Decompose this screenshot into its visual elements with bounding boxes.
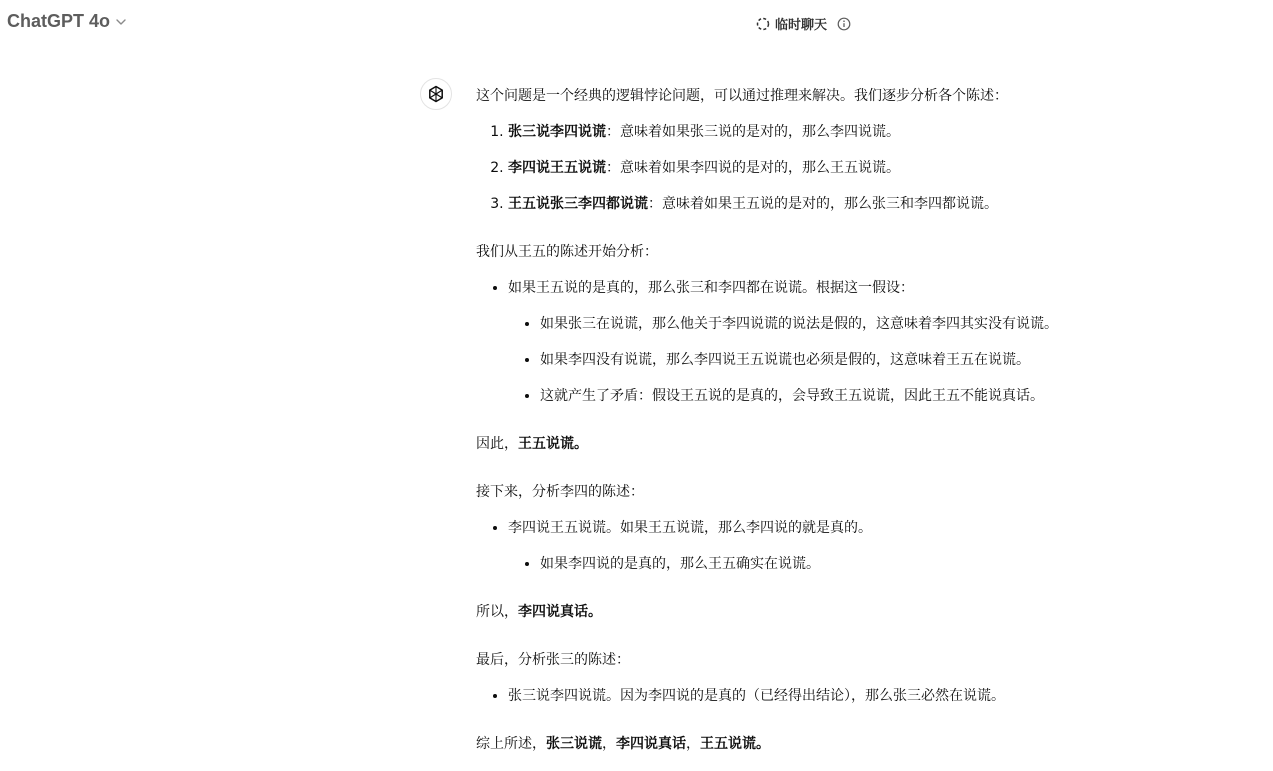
info-icon[interactable]: [837, 17, 851, 31]
list-item: • 如果李四说的是真的，那么王五确实在说谎。: [540, 552, 1156, 576]
list-item: • 这就产生了矛盾：假设王五说的是真的，会导致王五说谎，因此王五不能说真话。: [540, 384, 1156, 408]
chevron-down-icon: [115, 16, 127, 28]
list-item: • 如果李四没有说谎，那么李四说王五说谎也必须是假的，这意味着王五在说谎。: [540, 348, 1156, 372]
section2-sub-list: [508, 552, 1156, 576]
claim-text: ：意味着如果王五说的是对的，那么张三和李四都说谎。: [648, 196, 998, 212]
section3-lead: 最后，分析张三的陈述：: [476, 652, 630, 668]
section1-sub-list: [508, 312, 1156, 408]
claim-bold: 张三说李四说谎: [508, 124, 606, 140]
list-item: • 如果张三在说谎，那么他关于李四说谎的说法是假的，这意味着李四其实没有说谎。: [540, 312, 1156, 336]
section2-lead: 接下来，分析李四的陈述：: [476, 484, 644, 500]
summary-bold: 王五说谎。: [700, 736, 770, 752]
section2-list: [476, 516, 1156, 576]
temporary-chat-label: 临时聊天: [775, 18, 828, 33]
section1-list: [476, 276, 1156, 408]
temporary-chat-toggle[interactable]: [755, 14, 851, 33]
section2-conclusion: [476, 600, 1156, 624]
openai-logo-icon: [426, 84, 446, 104]
list-item: [508, 276, 1156, 408]
claim-bold: 王五说张三李四都说谎: [508, 196, 648, 212]
assistant-message: [476, 84, 1156, 756]
section1-conclusion: [476, 432, 1156, 456]
claim-bold: 李四说王五说谎: [508, 160, 606, 176]
conclusion-prefix: 因此，: [476, 436, 518, 452]
summary-bold: 李四说真话: [616, 736, 686, 752]
list-item: [508, 516, 1156, 576]
model-name: ChatGPT 4o: [7, 11, 111, 31]
claim-text: ：意味着如果李四说的是对的，那么王五说谎。: [606, 160, 900, 176]
claims-list: [476, 120, 1156, 216]
conclusion-prefix: 所以，: [476, 604, 518, 620]
bullet-text: 李四说王五说谎。如果王五说谎，那么李四说的就是真的。: [508, 520, 872, 536]
bottom-fade: [0, 765, 1273, 771]
list-item: [508, 120, 1156, 144]
section1-lead: 我们从王五的陈述开始分析：: [476, 244, 658, 260]
section3-list: [476, 684, 1156, 708]
conclusion-bold: 王五说谎。: [518, 436, 588, 452]
summary-bold: 张三说谎: [546, 736, 602, 752]
bullet-text: 如果王五说的是真的，那么张三和李四都在说谎。根据这一假设：: [508, 280, 914, 296]
model-switcher-button[interactable]: [7, 11, 127, 32]
summary-prefix: 综上所述，: [476, 736, 546, 752]
conclusion-bold: 李四说真话。: [518, 604, 602, 620]
dashed-circle-icon: [755, 16, 771, 32]
list-item: • 张三说李四说谎。因为李四说的是真的（已经得出结论），那么张三必然在说谎。: [508, 684, 1156, 708]
assistant-avatar: [420, 78, 452, 110]
list-item: [508, 192, 1156, 216]
top-bar: [0, 0, 1273, 46]
claim-text: ：意味着如果张三说的是对的，那么李四说谎。: [606, 124, 900, 140]
list-item: [508, 156, 1156, 180]
message-intro: 这个问题是一个经典的逻辑悖论问题，可以通过推理来解决。我们逐步分析各个陈述：: [476, 88, 1008, 104]
summary: [476, 732, 1156, 756]
summary-separator: ，: [602, 736, 616, 752]
summary-separator: ，: [686, 736, 700, 752]
